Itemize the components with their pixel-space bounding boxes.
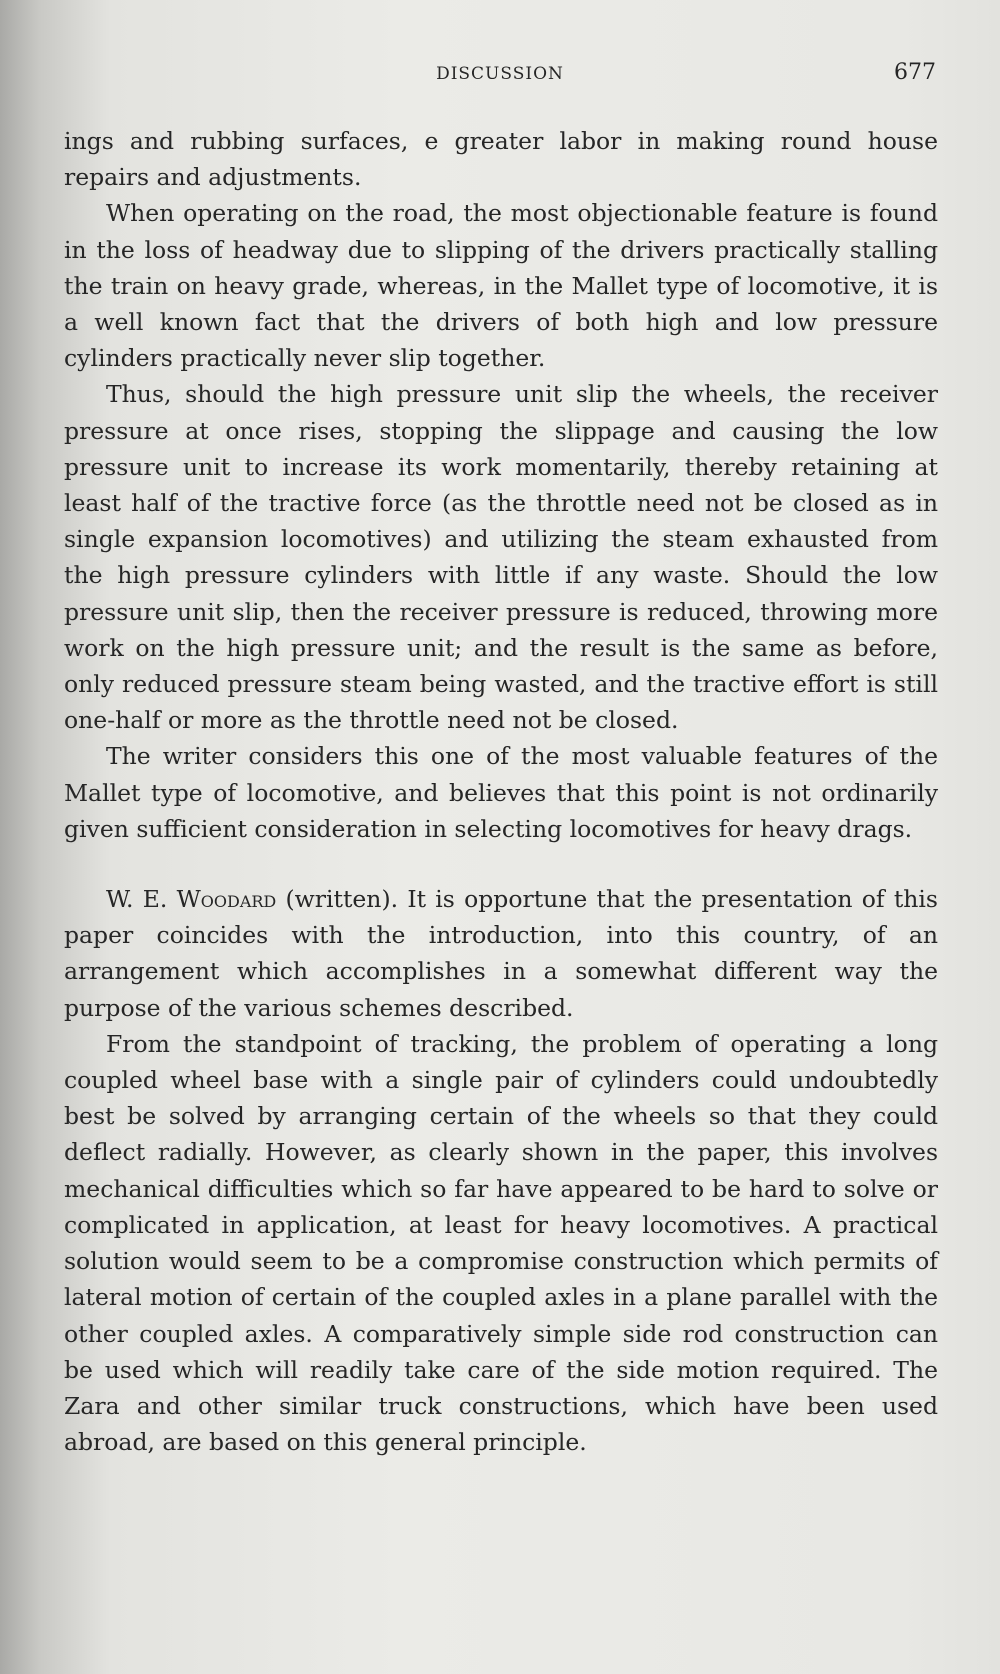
speaker-name: W. E. Woodard [106,885,277,914]
discussion-opening-text: It is opportune that the presentation of this paper coincides with the introduction, into this country, of an arrangement which accomplishes in a somewhat different way the purpose of the various schemes described. [64,885,938,1022]
paragraph: From the standpoint of tracking, the problem of operating a long coupled wheel base with a single pair of cylinders could undoubtedly best be solved by arranging certain of the wheels so that they could deflect radially. However, as clearly shown in the paper, this involves mechanical difficulties which so far have appeared to be hard to solve or complicated in application, at least for heavy locomotives. A practical solution would seem to be a compromise construction which permits of lateral motion of certain of the coupled axles in a plane parallel with the other coupled axles. A comparatively simple side rod construction can be used which will readily take care of the side motion required. The Zara and other similar truck constructions, which have been used abroad, are based on this general principle. [64,1029,938,1457]
body-text [64,123,938,1460]
paragraph-continued: ings and rubbing surfaces, e greater labor in making round house repairs and adjustments. [64,127,938,192]
paragraph: When operating on the road, the most objectionable feature is found in the loss of headway due to slipping of the drivers practically stalling the train on heavy grade, whereas, in the Mallet type of locomotive, it is a well known fact that the drivers of both high and low pressure cylinders practically never slip together. [64,199,938,373]
page-header [64,60,936,94]
running-head: DISCUSSION [436,64,564,84]
page-number: 677 [894,60,936,85]
paragraph: The writer considers this one of the most valuable features of the Mallet type of locomotive, and believes that this point is not ordinarily given sufficient consideration in selecting locomotives for heavy drags. [64,742,938,843]
speaker-note: (written). [276,885,399,914]
paragraph: Thus, should the high pressure unit slip the wheels, the receiver pressure at once rises, stopping the slippage and causing the low pressure unit to increase its work momentarily, thereby retaining at least half of the tractive force (as the throttle need not be closed as in single expansion locomotives) and utilizing the steam exhausted from the high pressure cylinders with little if any waste. Should the low pressure unit slip, then the receiver pressure is reduced, throwing more work on the high pressure unit; and the result is the same as before, only reduced pressure steam being wasted, and the tractive effort is still one-half or more as the throttle need not be closed. [64,380,938,735]
discussion-opening-paragraph [64,881,938,1026]
